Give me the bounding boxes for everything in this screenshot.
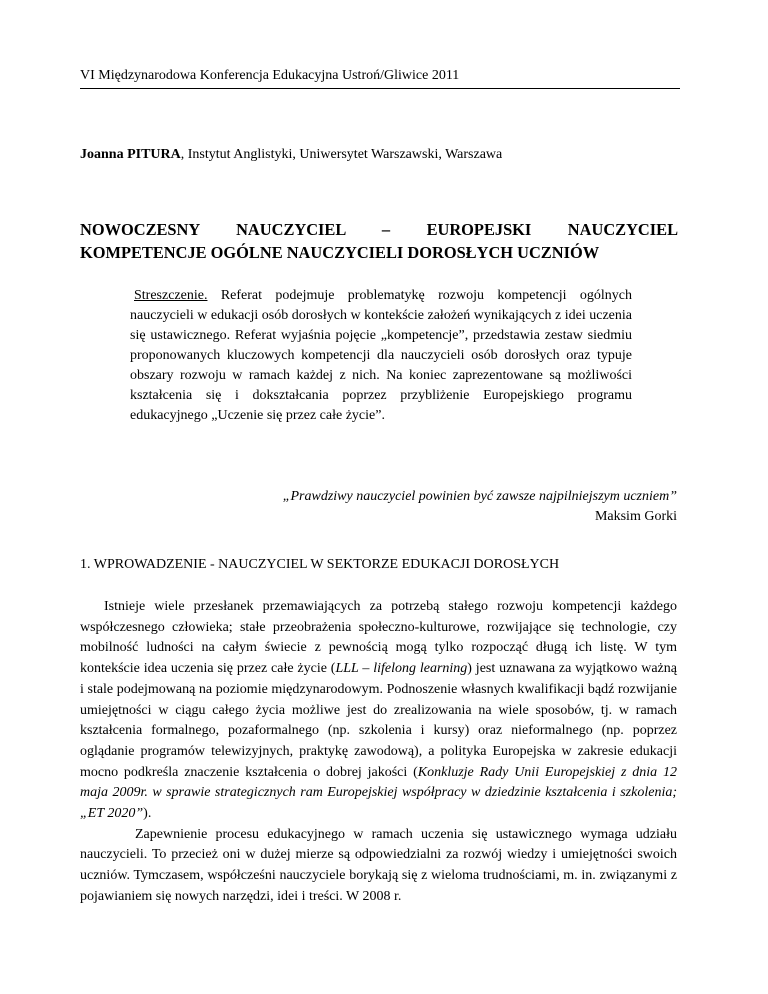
epigraph — [80, 487, 677, 527]
paper-title-line-1: NOWOCZESNY NAUCZYCIEL – EUROPEJSKI NAUCZYCIEL — [80, 220, 678, 239]
author-affiliation: , Instytut Anglistyki, Uniwersytet Warszawski, Warszawa — [180, 147, 503, 162]
abstract-label: Streszczenie. — [134, 288, 208, 303]
reference-citation: Konkluzje Rady Unii Europejskiej z dnia 12 maja 2009r. w sprawie strategicznych ram Europejskiej współpracy w dziedzinie kształcenia i szkolenia; „ET 2020” — [80, 764, 677, 822]
running-header — [80, 68, 680, 89]
epigraph-author: Maksim Gorki — [594, 509, 677, 524]
running-header-text: VI Międzynarodowa Konferencja Edukacyjna Ustroń/Gliwice 2011 — [80, 68, 460, 83]
epigraph-quote: „Prawdziwy nauczyciel powinien być zawsze najpilniejszym uczniem” — [282, 489, 677, 504]
section-heading: 1. WPROWADZENIE - NAUCZYCIEL W SEKTORZE EDUKACJI DOROSŁYCH — [80, 557, 560, 572]
paper-title-line-2: KOMPETENCJE OGÓLNE NAUCZYCIELI DOROSŁYCH UCZNIÓW — [80, 243, 600, 262]
body-text — [80, 597, 677, 908]
paragraph-1 — [80, 597, 677, 825]
abstract-text: Referat podejmuje problematykę rozwoju kompetencji ogólnych nauczycieli w edukacji osób dorosłych w kontekście założeń wynikających z idei uczenia się ustawicznego. Referat wyjaśnia pojęcie „kompetencje”, przedstawia zestaw siedmiu proponowanych kluczowych kompetencji dla nauczycieli osób dorosłych oraz typuje obszary rozwoju w ramach każdej z nich. Na koniec zaprezentowane są możliwości kształcenia się i dokształcania poprzez przybliżenie Europejskiego programu edukacyjnego „Uczenie się przez całe życie”. — [130, 288, 632, 423]
paragraph-1-part-b: ) jest uznawana za wyjątkowo ważną i stale podejmowaną na poziomie międzynarodowym. Podnoszenie własnych kwalifikacji bądź rozwijanie umiejętności w ciągu całego życia możliwe jest do zrealizowania na wiele sposobów, tj. w ramach kształcenia formalnego, pozaformalnego (np. szkolenia i kursy) oraz nieformalnego (np. poprzez oglądanie programów telewizyjnych, praktykę zawodową), a polityka Europejska w zakresie edukacji mocno podkreśla znaczenie kształcenia o dobrej jakości ( — [80, 661, 677, 780]
paragraph-1-part-a: Istnieje wiele przesłanek przemawiających za potrzebą stałego rozwoju kompetencji każdego współczesnego człowieka; stałe przeobrażenia społeczno-kulturowe, rozwijające się technologie, czy mobilność ludności na całym świecie z pewnością mogą tylko rozpocząć długą ich listę. W tym kontekście idea uczenia się przez całe życie ( — [80, 599, 677, 677]
paper-title — [80, 218, 678, 264]
author-name: Joanna PITURA — [80, 147, 181, 162]
abstract — [130, 286, 632, 426]
paragraph-1-part-c: ). — [143, 806, 152, 822]
author-line — [80, 146, 680, 164]
lll-term: LLL – lifelong learning — [335, 661, 468, 677]
paragraph-2: Zapewnienie procesu edukacyjnego w ramach uczenia się ustawicznego wymaga udziału nauczycieli. To przecież oni w dużej mierze są odpowiedzialni za rozwój wiedzy i umiejętności swoich uczniów. Tymczasem, współcześni nauczyciele borykają się z wieloma trudnościami, m. in. związanymi z pojawianiem się nowych narzędzi, idei i treści. W 2008 r. — [80, 826, 677, 904]
